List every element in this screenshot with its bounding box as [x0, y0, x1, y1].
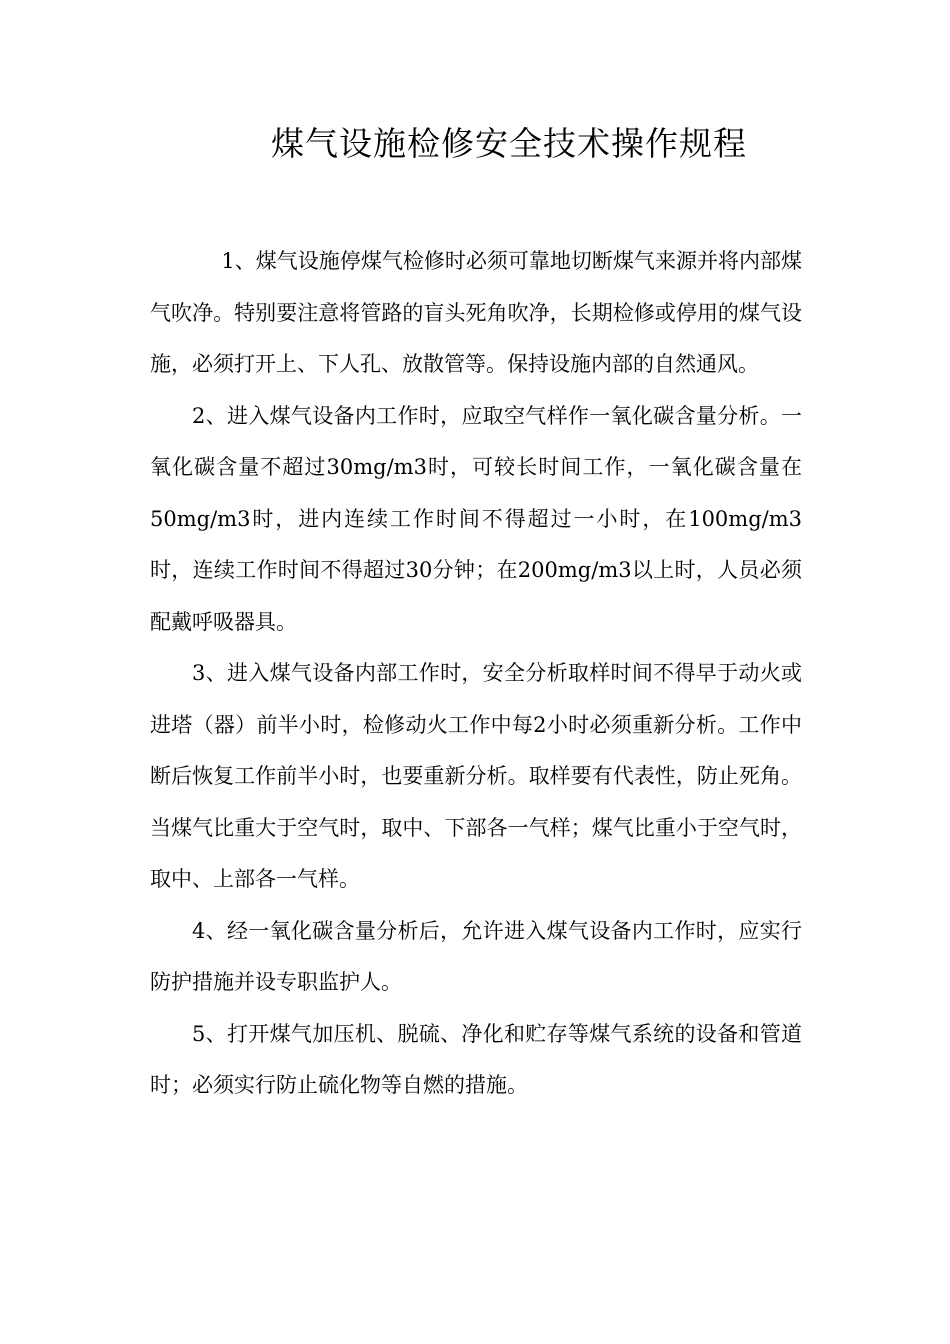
paragraph-1: 1、煤气设施停煤气检修时必须可靠地切断煤气来源并将内部煤气吹净。特别要注意将管路的盲头死角吹净，长期检修或停用的煤气设施，必须打开上、下人孔、放散管等。保持设施内部的自然通风。	[150, 249, 802, 376]
paragraph-2: 2、进入煤气设备内工作时，应取空气样作一氧化碳含量分析。一氧化碳含量不超过30mg/m3时，可较长时间工作，一氧化碳含量在50mg/m3时，进内连续工作时间不得超过一小时，在100mg/m3时，连续工作时间不得超过30分钟；在200mg/m3以上时，人员必须配戴呼吸器具。	[150, 403, 802, 634]
document-body	[150, 236, 802, 1112]
document-title: 煤气设施检修安全技术操作规程	[271, 124, 747, 163]
paragraph-5: 5、打开煤气加压机、脱硫、净化和贮存等煤气系统的设备和管道时；必须实行防止硫化物等自燃的措施。	[150, 1021, 802, 1097]
paragraph-3: 3、进入煤气设备内部工作时，安全分析取样时间不得早于动火或进塔（器）前半小时，检修动火工作中每2小时必须重新分析。工作中断后恢复工作前半小时，也要重新分析。取样要有代表性，防止死角。当煤气比重大于空气时，取中、下部各一气样；煤气比重小于空气时，取中、上部各一气样。	[150, 661, 802, 891]
paragraph-4: 4、经一氧化碳含量分析后，允许进入煤气设备内工作时，应实行防护措施并设专职监护人。	[150, 918, 802, 994]
